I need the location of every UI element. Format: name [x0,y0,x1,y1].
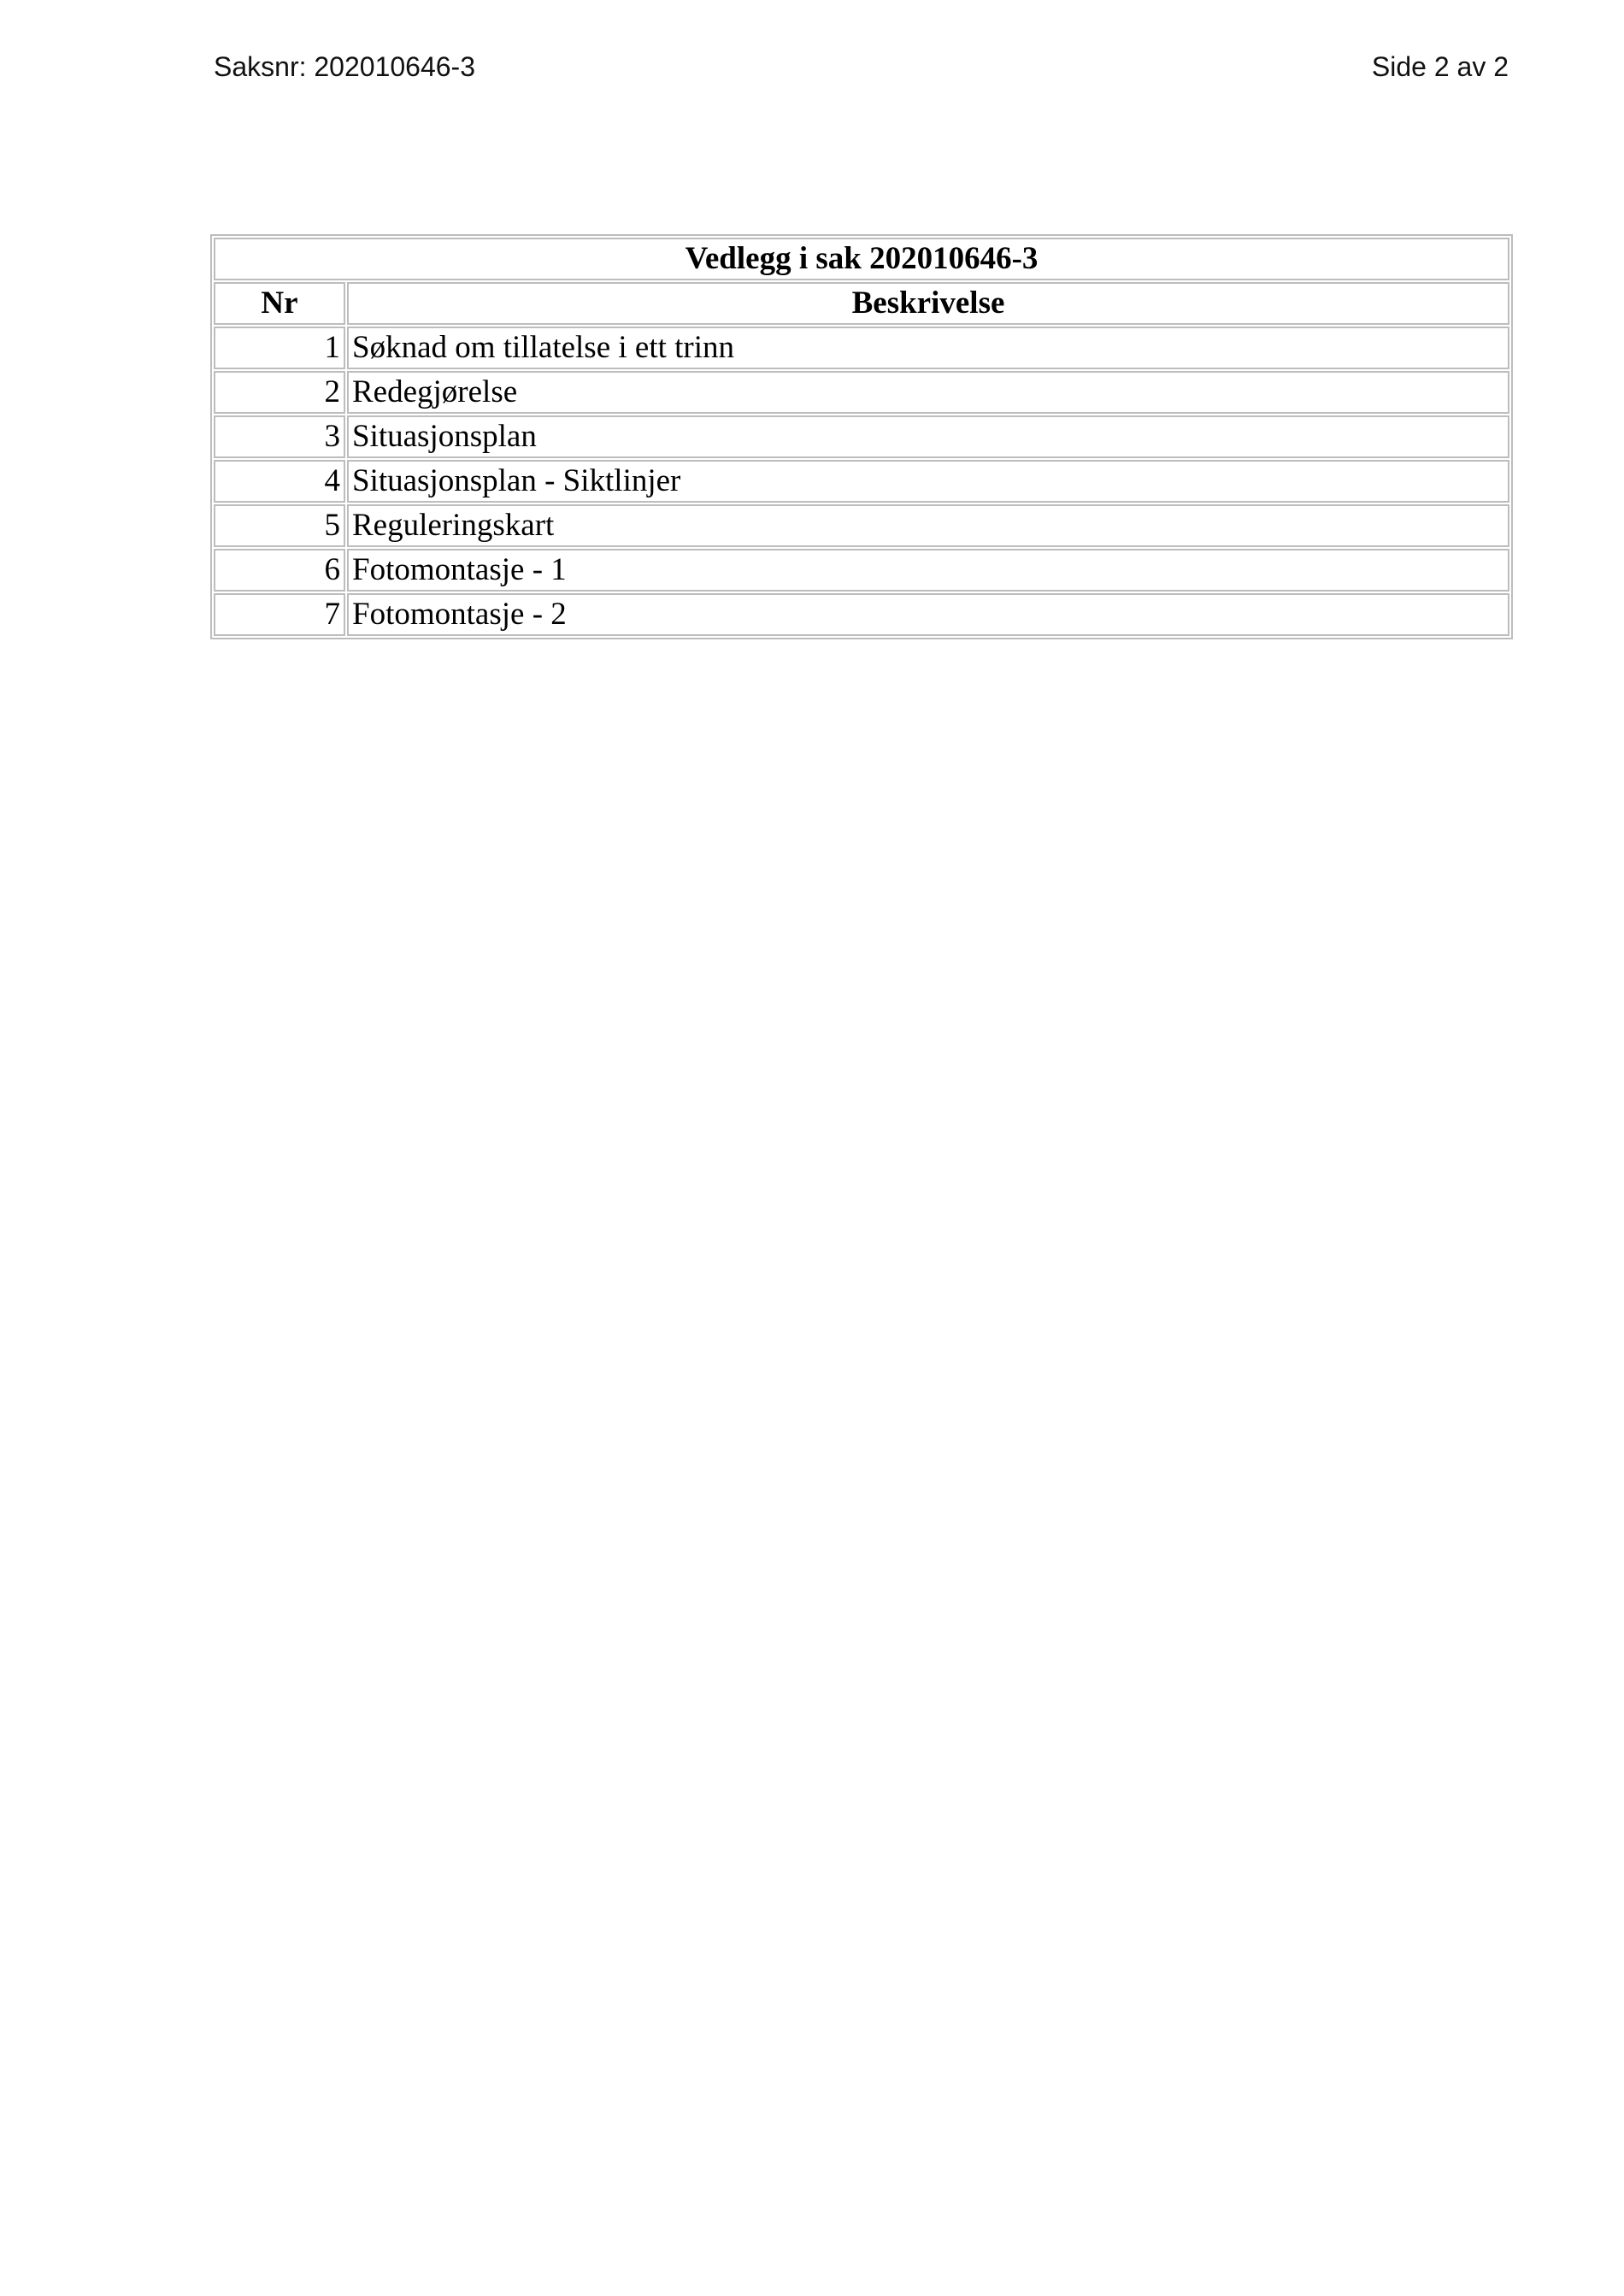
page-header [214,51,1509,94]
page-indicator: Side 2 av 2 [1371,51,1509,82]
attachment-nr: 7 [214,593,345,636]
attachment-nr: 4 [214,460,345,503]
attachment-nr: 3 [214,415,345,458]
attachment-nr: 2 [214,371,345,414]
table-row [214,504,1509,547]
attachment-nr: 6 [214,549,345,592]
table-row [214,549,1509,592]
attachment-description: Fotomontasje - 1 [347,549,1509,592]
table-row [214,593,1509,636]
attachment-description: Reguleringskart [347,504,1509,547]
column-header-nr: Nr [214,282,345,325]
attachment-nr: 5 [214,504,345,547]
attachment-nr: 1 [214,327,345,369]
attachment-description: Fotomontasje - 2 [347,593,1509,636]
table-row [214,415,1509,458]
attachment-description: Søknad om tillatelse i ett trinn [347,327,1509,369]
column-header-description: Beskrivelse [347,282,1509,325]
case-number: Saksnr: 202010646-3 [214,51,475,82]
attachment-description: Situasjonsplan [347,415,1509,458]
table-row [214,460,1509,503]
table-row [214,371,1509,414]
table-title: Vedlegg i sak 202010646-3 [214,238,1509,280]
table-header-row [214,282,1509,325]
attachment-description: Situasjonsplan - Siktlinjer [347,460,1509,503]
attachments-table [210,234,1513,639]
table-title-row [214,238,1509,280]
table-row [214,327,1509,369]
attachment-description: Redegjørelse [347,371,1509,414]
